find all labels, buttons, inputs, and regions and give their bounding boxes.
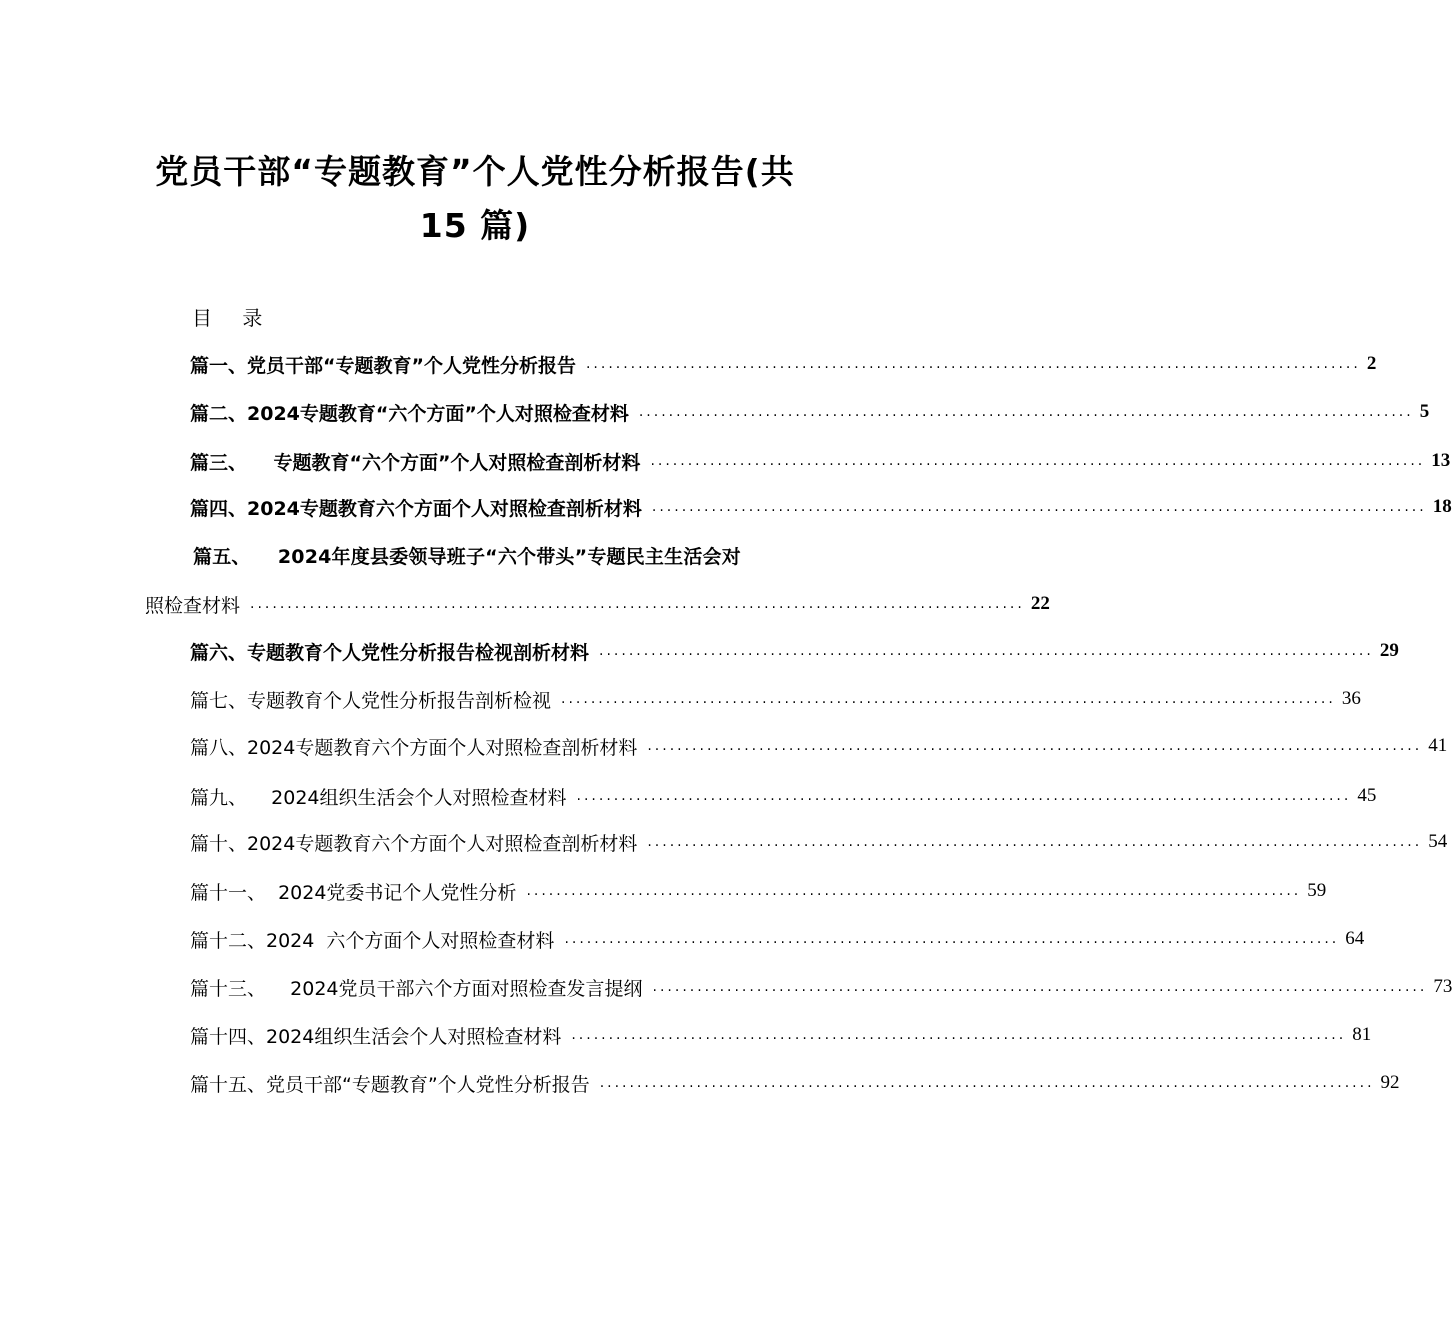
toc-item-10[interactable]	[190, 827, 1448, 857]
document-title-line1: 党员干部“专题教育”个人党性分析报告(共	[155, 152, 795, 191]
toc-item-page: 2	[1366, 353, 1377, 374]
toc-item-6[interactable]	[190, 636, 1399, 666]
toc-item-page: 92	[1380, 1072, 1400, 1093]
toc-item-page: 36	[1341, 688, 1361, 709]
toc-leader-dots: ........................................................................................................	[585, 356, 1361, 372]
toc-item-page: 13	[1431, 450, 1451, 471]
toc-item-2[interactable]	[190, 397, 1430, 427]
toc-item-label: 篇四、2024专题教育六个方面个人对照检查剖析材料	[190, 497, 642, 520]
toc-item-page: 22	[1030, 593, 1050, 614]
toc-item-label: 篇十四、2024组织生活会个人对照检查材料	[190, 1025, 562, 1048]
toc-leader-dots: ........................................................................................................	[526, 883, 1302, 899]
toc-item-page: 5	[1419, 401, 1430, 422]
toc-item-page: 18	[1432, 496, 1452, 517]
toc-item-3[interactable]	[190, 446, 1451, 476]
toc-item-1[interactable]	[190, 349, 1377, 379]
toc-item-page: 73	[1433, 976, 1452, 997]
toc-leader-dots: ........................................................................................................	[638, 404, 1414, 420]
toc-heading: 目 录	[192, 306, 275, 330]
toc-item-label: 篇七、专题教育个人党性分析报告剖析检视	[190, 689, 552, 712]
toc-item-page: 64	[1345, 928, 1365, 949]
toc-leader-dots: ........................................................................................................	[647, 738, 1423, 754]
toc-item-label: 篇十一、 2024党委书记个人党性分析	[190, 881, 517, 904]
toc-leader-dots: ........................................................................................................	[652, 979, 1428, 995]
toc-leader-dots: ........................................................................................................	[576, 788, 1352, 804]
toc-leader-dots: ........................................................................................................	[571, 1027, 1347, 1043]
toc-item-4[interactable]	[190, 492, 1452, 522]
toc-item-label: 篇三、 专题教育“六个方面”个人对照检查剖析材料	[190, 451, 641, 474]
toc-item-page: 59	[1307, 880, 1327, 901]
toc-item-page: 81	[1352, 1024, 1372, 1045]
toc-item-page: 41	[1428, 735, 1448, 756]
toc-leader-dots: ........................................................................................................	[250, 596, 1025, 612]
toc-leader-dots: ........................................................................................................	[599, 643, 1374, 659]
toc-item-label: 篇十二、2024 六个方面个人对照检查材料	[190, 929, 555, 952]
toc-leader-dots: ........................................................................................................	[599, 1075, 1375, 1091]
toc-item-label: 篇五、 2024年度县委领导班子“六个带头”专题民主生活会对	[193, 545, 741, 568]
toc-item-label: 篇一、党员干部“专题教育”个人党性分析报告	[190, 354, 576, 377]
toc-item-label: 篇二、2024专题教育“六个方面”个人对照检查材料	[190, 402, 629, 425]
toc-item-5[interactable]	[193, 540, 805, 570]
toc-item-page: 29	[1379, 640, 1399, 661]
toc-item-label: 篇十五、党员干部“专题教育”个人党性分析报告	[190, 1073, 590, 1096]
toc-item-11[interactable]	[190, 876, 1327, 906]
toc-item-14[interactable]	[190, 1020, 1372, 1050]
toc-item-5-continued[interactable]	[145, 589, 1050, 619]
toc-item-13[interactable]	[190, 972, 1452, 1002]
toc-leader-dots: ........................................................................................................	[650, 453, 1426, 469]
toc-item-15[interactable]	[190, 1068, 1400, 1098]
toc-item-12[interactable]	[190, 924, 1365, 954]
toc-item-label: 篇八、2024专题教育六个方面个人对照检查剖析材料	[190, 736, 638, 759]
toc-item-label-continued: 照检查材料	[145, 594, 241, 617]
toc-item-label: 篇十、2024专题教育六个方面个人对照检查剖析材料	[190, 832, 638, 855]
toc-item-label: 篇六、专题教育个人党性分析报告检视剖析材料	[190, 641, 590, 664]
toc-item-9[interactable]	[190, 781, 1377, 811]
toc-leader-dots: ........................................................................................................	[564, 931, 1340, 947]
toc-item-label: 篇九、 2024组织生活会个人对照检查材料	[190, 786, 567, 809]
toc-item-page: 45	[1357, 785, 1377, 806]
toc-item-label: 篇十三、 2024党员干部六个方面对照检查发言提纲	[190, 977, 643, 1000]
document-title-line2: 15 篇)	[419, 206, 531, 245]
toc-leader-dots: ........................................................................................................	[561, 691, 1336, 707]
toc-item-8[interactable]	[190, 731, 1448, 761]
toc-leader-dots: ........................................................................................................	[647, 834, 1423, 850]
toc-item-7[interactable]	[190, 684, 1361, 714]
toc-item-page: 54	[1428, 831, 1448, 852]
toc-leader-dots: ........................................................................................................	[651, 499, 1427, 515]
